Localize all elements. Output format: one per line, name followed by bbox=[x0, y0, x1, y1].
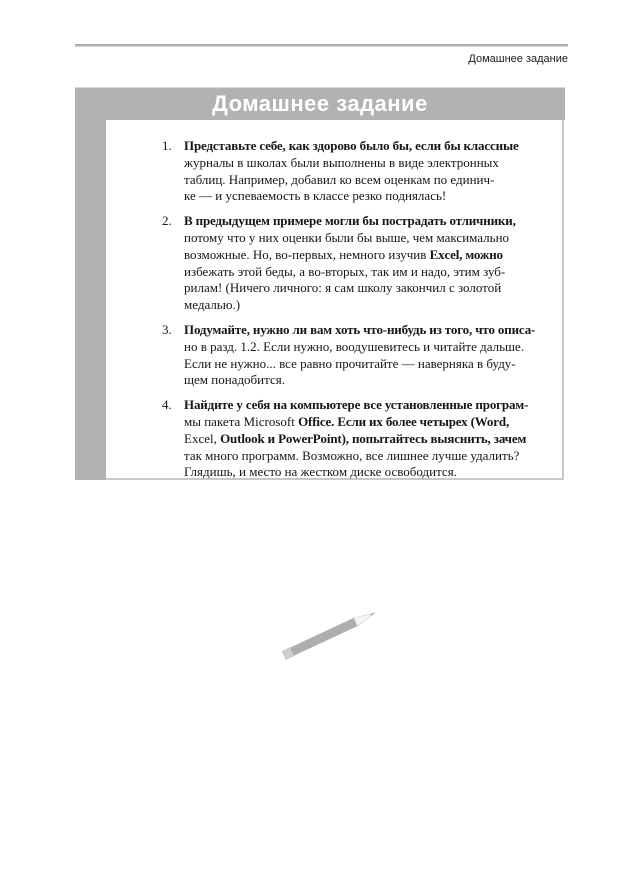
pencil-lead-tip bbox=[371, 611, 377, 615]
list-item-text: Подумайте, нужно ли вам хоть что-нибудь из того, что описа- но в разд. 1.2. Если нужно, воодушевитесь и читайте дальше. Если не нужно... все равно прочитайте — наверняка в буду- щем понадобится. bbox=[184, 321, 536, 388]
homework-box bbox=[106, 120, 564, 480]
list-item-number: 4. bbox=[162, 397, 172, 413]
list-item bbox=[162, 213, 548, 314]
running-head: Домашнее задание bbox=[468, 53, 568, 65]
list-item-number: 1. bbox=[162, 138, 172, 153]
list-item bbox=[162, 138, 548, 205]
homework-list bbox=[162, 138, 548, 489]
list-item-number: 2. bbox=[162, 213, 172, 229]
homework-banner bbox=[75, 87, 565, 120]
header-rule bbox=[75, 44, 568, 47]
list-item-text: В предыдущем примере могли бы пострадать отличники, потому что у них оценки были бы выше, чем максимально возможные. Но, во-первых, немного изучив Excel, можно избежать этой беды, а во-вторых, так им и надо, этим зуб- рилам! (Ничего личного: я сам школу закончил с золотой медалью.) bbox=[184, 213, 516, 313]
list-item bbox=[162, 397, 548, 481]
homework-box-left-bar bbox=[75, 120, 106, 480]
list-item-text: Представьте себе, как здорово было бы, если бы классные журналы в школах были выполнены в виде электронных таблиц. Например, добавил ко всем оценкам по единич- ке — и успеваемость в классе резко поднялась! bbox=[184, 138, 519, 204]
list-item-number: 3. bbox=[162, 321, 172, 337]
pencil-wood-tip bbox=[354, 611, 373, 626]
homework-banner-title: Домашнее задание bbox=[212, 91, 428, 116]
pencil-body bbox=[290, 618, 357, 656]
list-item bbox=[162, 322, 548, 389]
pencil-illustration bbox=[272, 598, 392, 668]
list-item-text: Найдите у себя на компьютере все установленные програм- мы пакета Microsoft Office. Если их более четырех (Word, Excel, Outlook и PowerPoint), попытайтесь выяснить, зачем так много программ. Возможно, все лишнее лучше удалить? Глядишь, и место на жестком диске освободится. bbox=[184, 397, 529, 480]
